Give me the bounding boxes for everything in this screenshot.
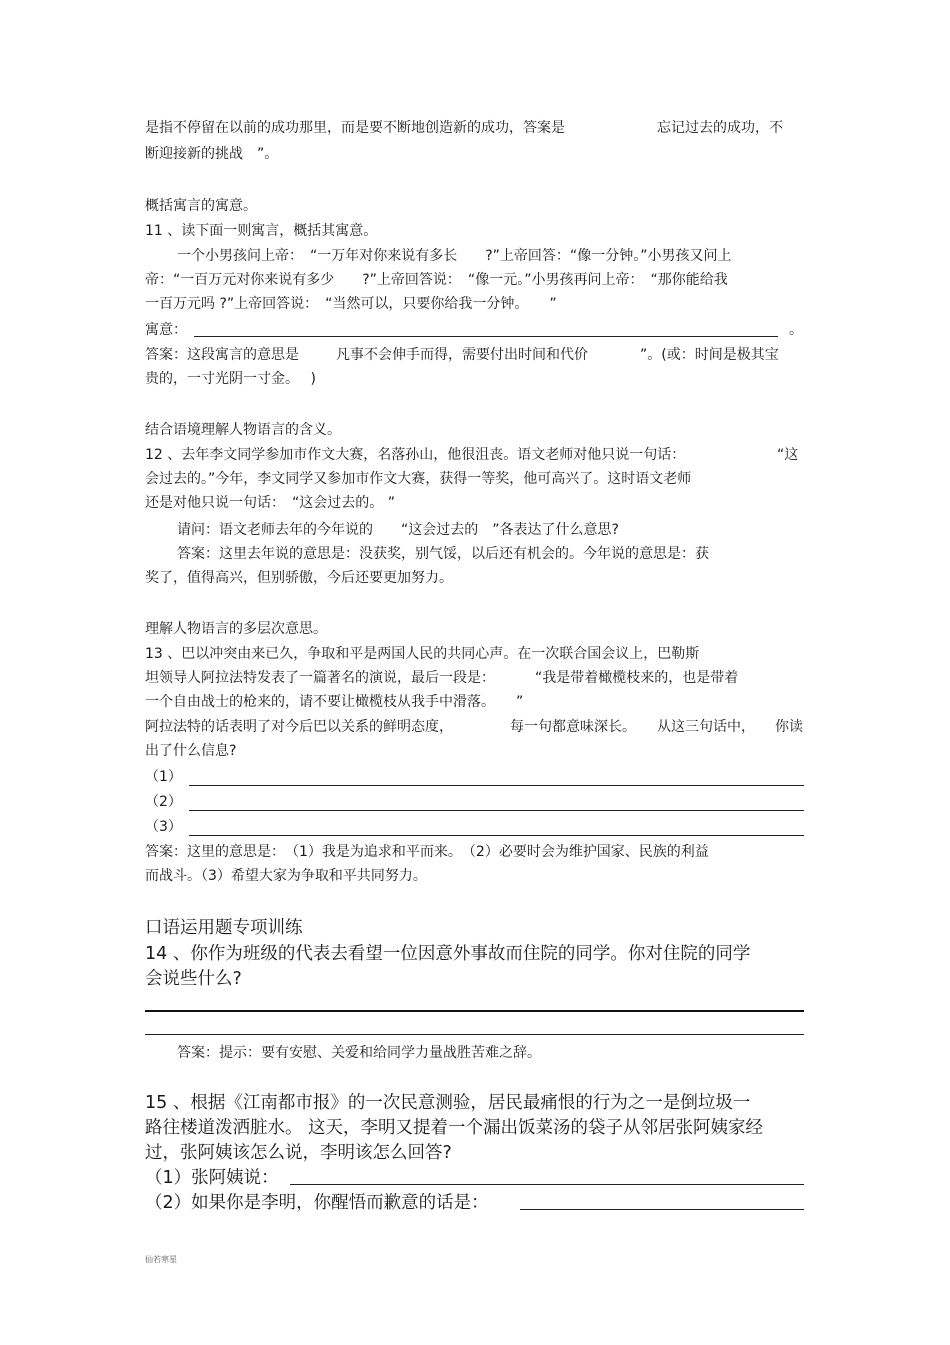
blank-15-line-1[interactable] (290, 1184, 804, 1185)
blank-15-line-2[interactable] (520, 1209, 804, 1210)
moral-line-end: 。 (789, 322, 803, 338)
question-13-line-3: 一个自由战士的枪来的，请不要让橄榄枝从我手中滑落。 ” (145, 694, 524, 710)
fable-line-1: 一个小男孩问上帝： “一万年对你来说有多长 ?”上帝回答：“像一分钟。”小男孩又问上 (177, 248, 732, 264)
answer-11-a: 答案：这段寓言的意思是 (145, 347, 299, 363)
answer-12-line-2: 奖了，值得高兴，但别骄傲，今后还要更加努力。 (145, 570, 453, 586)
question-13-line-4a: 阿拉法特的话表明了对今后巴以关系的鲜明态度， (145, 719, 453, 735)
answer-11-line-2: 贵的，一寸光阴一寸金。 ) (145, 371, 316, 387)
question-12-line-1b: “这 (777, 447, 799, 463)
prev-answer-line-2: 断迎接新的挑战 ”。 (145, 146, 279, 162)
question-15-line-2: 路往楼道泼洒脏水。 这天，李明又提着一个漏出饭菜汤的袋子从邻居张阿姨家经 (145, 1118, 764, 1138)
prev-answer-line-1b: 忘记过去的成功，不 (657, 120, 783, 136)
section-heading-oral: 口语运用题专项训练 (145, 918, 303, 938)
question-13-line-4d: 你读 (775, 719, 803, 735)
blank-line-1[interactable] (189, 785, 804, 786)
question-13-line-5: 出了什么信息? (145, 743, 237, 759)
section-heading-fable: 概括寓言的寓意。 (145, 198, 257, 214)
blank-label-2: （2） (145, 794, 182, 810)
moral-answer-line[interactable] (194, 336, 778, 337)
section-heading-context: 结合语境理解人物语言的含义。 (145, 422, 341, 438)
question-11: 11 、读下面一则寓言，概括其寓意。 (145, 223, 378, 239)
question-13-line-2a: 坦领导人阿拉法特发表了一篇著名的演说，最后一段是： (145, 670, 495, 686)
answer-13-line-1: 答案：这里的意思是： （1）我是为追求和平而来。 （2）必要时会为维护国家、民族的利益 (145, 844, 709, 860)
page-footer: 仙若寒星 (145, 1255, 177, 1264)
blank-15-label-1: （1）张阿姨说： (145, 1168, 279, 1188)
answer-14: 答案：提示：要有安慰、关爱和给同学力量战胜苦难之辞。 (177, 1045, 541, 1061)
question-12-line-1a: 12 、去年李文同学参加市作文大赛，名落孙山，他很沮丧。语文老师对他只说一句话： (145, 447, 686, 463)
answer-11-b: 凡事不会伸手而得，需要付出时间和代价 (336, 347, 588, 363)
question-13-line-4c: 从这三句话中， (657, 719, 755, 735)
question-13-line-4b: 每一句都意味深长。 (510, 719, 636, 735)
blank-15-label-2: （2）如果你是李明，你醒悟而歉意的话是： (145, 1193, 489, 1213)
section-heading-layers: 理解人物语言的多层次意思。 (145, 621, 327, 637)
question-13-line-1: 13 、巴以冲突由来已久，争取和平是两国人民的共同心声。在一次联合国会议上，巴勒斯 (145, 646, 700, 662)
blank-line-2[interactable] (189, 810, 804, 811)
question-13-line-2b: “我是带着橄榄枝来的，也是带着 (535, 670, 739, 686)
fable-line-2: 帝：“一百万元对你来说有多少 ?”上帝回答说： “像一元。”小男孩再问上帝： “那你能给我 (145, 272, 728, 288)
blank-line-3[interactable] (189, 835, 804, 836)
blank-label-1: （1） (145, 769, 182, 785)
blank-label-3: （3） (145, 819, 182, 835)
answer-12-line-1: 答案：这里去年说的意思是：没获奖，别气馁，以后还有机会的。今年说的意思是：获 (177, 546, 709, 562)
answer-14-line-2[interactable] (145, 1034, 804, 1035)
question-14-line-1: 14 、你作为班级的代表去看望一位因意外事故而住院的同学。你对住院的同学 (145, 944, 751, 964)
answer-13-line-2: 而战斗。（3）希望大家为争取和平共同努力。 (145, 868, 427, 884)
answer-11-c: ”。(或：时间是极其宝 (640, 347, 779, 363)
question-15-line-3: 过，张阿姨该怎么说，李明该怎么回答? (145, 1143, 452, 1163)
question-15-line-1: 15 、根据《江南都市报》的一次民意测验，居民最痛恨的行为之一是倒垃圾一 (145, 1093, 751, 1113)
moral-label: 寓意： (145, 322, 187, 338)
fable-line-3: 一百万元吗 ?”上帝回答说： “当然可以，只要你给我一分钟。 ” (145, 296, 557, 312)
answer-14-line-1[interactable] (145, 1010, 804, 1012)
question-12-line-3: 还是对他只说一句话： “这会过去的。 ” (145, 495, 395, 511)
prev-answer-line-1a: 是指不停留在以前的成功那里，而是要不断地创造新的成功，答案是 (145, 120, 565, 136)
question-12-line-2: 会过去的。”今年，李文同学又参加市作文大赛，获得一等奖，他可高兴了。这时语文老师 (145, 471, 692, 487)
question-12-ask: 请问：语文老师去年的今年说的 “这会过去的 ”各表达了什么意思? (177, 522, 619, 538)
question-14-line-2: 会说些什么? (145, 969, 242, 989)
